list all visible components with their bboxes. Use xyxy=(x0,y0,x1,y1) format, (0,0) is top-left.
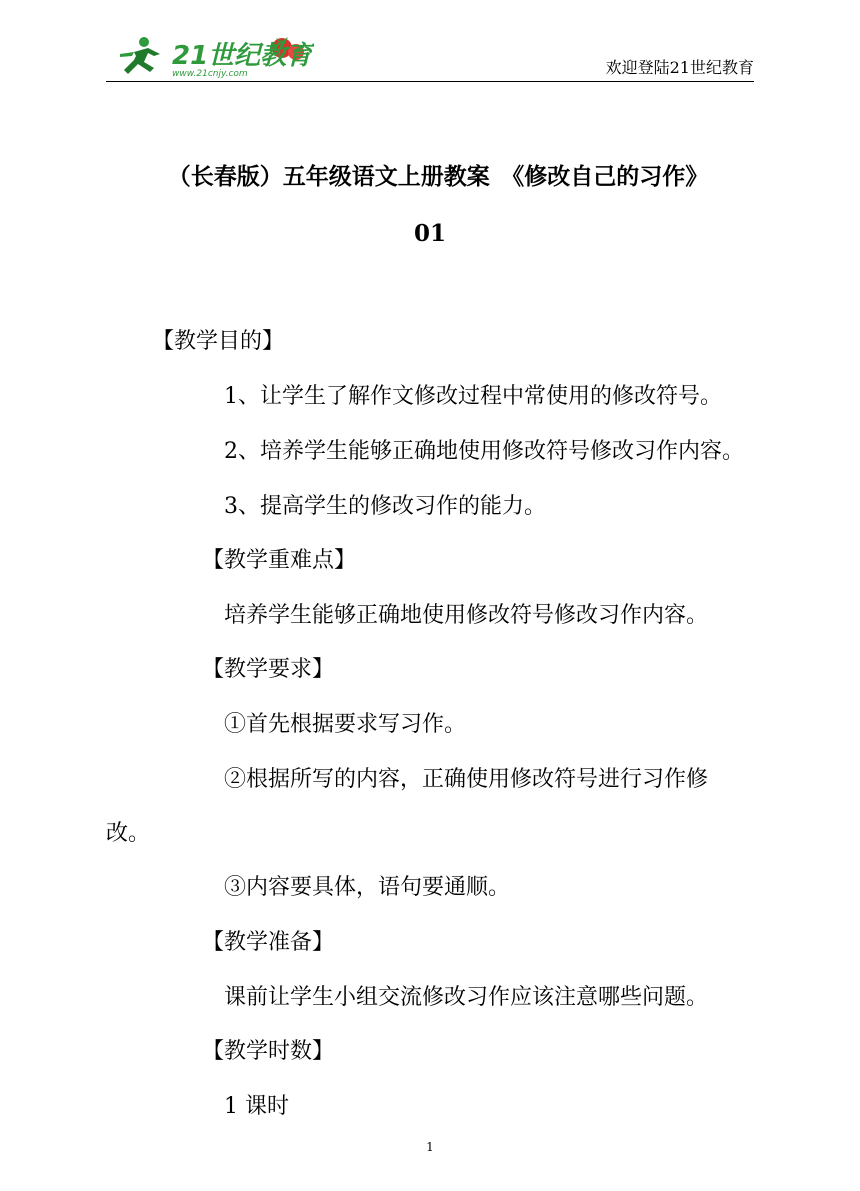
preparation-text: 课前让学生小组交流修改习作应该注意哪些问题。 xyxy=(224,985,709,1010)
site-logo xyxy=(114,32,314,80)
requirement-item-continuation: 改。 xyxy=(106,821,151,846)
requirement-item: ①首先根据要求写习作。 xyxy=(224,712,467,737)
requirement-item: ③内容要具体，语句要通顺。 xyxy=(224,875,511,900)
class-hours-heading: 【教学时数】 xyxy=(202,1039,335,1064)
document-title: （长春版）五年级语文上册教案 《修改自己的习作》 xyxy=(167,163,709,190)
header-divider xyxy=(106,81,754,82)
requirements-heading: 【教学要求】 xyxy=(202,657,335,682)
logo-text: 21世纪教育 xyxy=(172,41,313,71)
logo-url-text: www.21cnjy.com xyxy=(172,69,248,79)
welcome-text: 欢迎登陆21世纪教育 xyxy=(605,58,754,77)
preparation-heading: 【教学准备】 xyxy=(202,930,335,955)
goal-item: 1、让学生了解作文修改过程中常使用的修改符号。 xyxy=(224,384,722,409)
goal-item: 2、培养学生能够正确地使用修改符号修改习作内容。 xyxy=(224,439,744,464)
document-title-number: 01 xyxy=(413,220,446,247)
goal-item: 3、提高学生的修改习作的能力。 xyxy=(224,494,546,519)
runner-icon xyxy=(120,37,160,74)
page-header xyxy=(106,30,754,82)
class-hours-text: 1 课时 xyxy=(224,1094,289,1119)
page-number: 1 xyxy=(426,1140,434,1154)
key-points-text: 培养学生能够正确地使用修改符号修改习作内容。 xyxy=(224,603,709,628)
requirement-item: ②根据所写的内容，正确使用修改符号进行习作修 xyxy=(224,767,709,792)
key-points-heading: 【教学重难点】 xyxy=(202,548,357,573)
goals-heading: 【教学目的】 xyxy=(152,329,285,354)
